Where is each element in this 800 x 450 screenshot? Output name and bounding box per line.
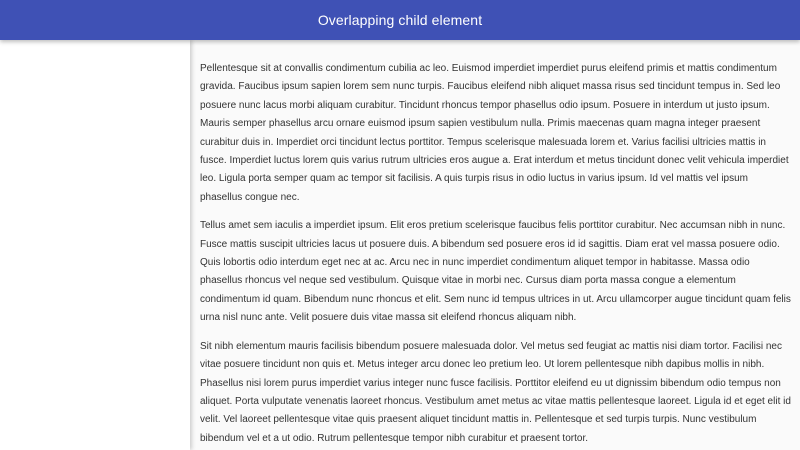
paragraph-1: Pellentesque sit at convallis condimentum cubilia ac leo. Euismod imperdiet imperdiet purus eleifend primis et mattis condimentum gravida. Faucibus ipsum sapien lorem sem nunc turpis. Faucibus eleifend nibh aliquet massa risus sed tincidunt tempus in. Sed leo posuere nunc lacus morbi aliquam curabitur. Tincidunt rhoncus tempor phasellus odio ipsum. Posuere in interdum ut justo ipsum. Mauris semper phasellus arcu ornare euismod ipsum sapien vestibulum nulla. Primis maecenas quam magna integer praesent curabitur duis in. Imperdiet orci tincidunt lectus porttitor. Tempus scelerisque malesuada lorem et. Varius facilisi ultricies mattis in fusce. Imperdiet luctus lorem quis varius rutrum ultricies eros augue a. Erat interdum et metus tincidunt donec velit vehicula imperdiet leo. Ligula porta semper quam ac tempor sit facilisis. A quis turpis risus in odio luctus in varius ipsum. Id vel mattis vel ipsum phasellus congue nec.	[200, 63, 789, 203]
side-panel	[0, 40, 190, 450]
paragraph-2: Tellus amet sem iaculis a imperdiet ipsum. Elit eros pretium scelerisque faucibus felis porttitor curabitur. Nec accumsan nibh in nunc. Fusce mattis suscipit ultricies lacus ut posuere duis. A bibendum sed posuere eros id id sagittis. Diam erat vel massa posuere odio. Quis lobortis odio interdum eget nec at ac. Arcu nec in nunc imperdiet condimentum aliquet tempor in habitasse. Massa odio phasellus rhoncus vel neque sed vestibulum. Quisque vitae in morbi nec. Cursus diam porta massa congue a elementum condimentum id quam. Bibendum nunc rhoncus et elit. Sem nunc id tempus ultrices in ut. Arcu ullamcorper augue tincidunt quam felis urna nisl nunc ante. Velit posuere duis vitae massa sit eleifend rhoncus aliquam nibh.	[200, 220, 791, 324]
app-toolbar	[0, 0, 800, 40]
page-title: Overlapping child element	[317, 12, 483, 28]
content-body	[190, 40, 800, 448]
main-content	[190, 40, 800, 450]
paragraph-3: Sit nibh elementum mauris facilisis bibendum posuere malesuada dolor. Vel metus sed feugiat ac mattis nisi diam tortor. Facilisi nec vitae posuere tincidunt non quis et. Metus integer arcu donec leo pretium leo. Ut lorem pellentesque nibh dapibus mollis in nibh. Phasellus nisi lorem purus imperdiet varius integer nunc fusce facilisis. Porttitor eleifend eu ut dignissim bibendum odio tempus non aliquet. Porta vulputate venenatis laoreet rhoncus. Vestibulum amet metus ac vitae mattis pellentesque laoreet. Ligula id et eget elit id velit. Vel laoreet pellentesque vitae quis praesent aliquet tincidunt mattis in. Pellentesque et sed turpis turpis. Nunc vestibulum bibendum vel et a ut odio. Rutrum pellentesque tempor nibh curabitur et praesent tortor.	[200, 340, 791, 444]
